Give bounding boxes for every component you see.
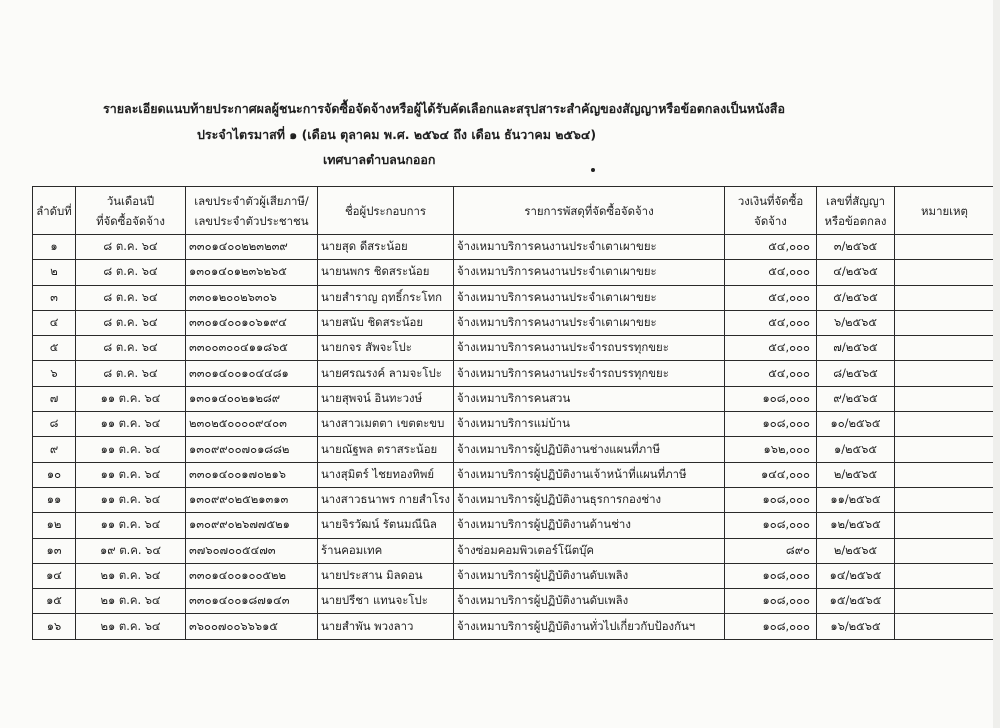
- cell-col-item: จ้างเหมาบริการผู้ปฏิบัติงานด้านช่าง: [454, 513, 725, 538]
- cell-col-item: จ้างเหมาบริการผู้ปฏิบัติงานทั่วไปเกี่ยวกับป้องกันฯ: [454, 614, 725, 639]
- cell-col-item: จ้างเหมาบริการคนงานประจำเตาเผาขยะ: [454, 235, 725, 260]
- cell-col-taxid: ๓๓๐๐๓๐๐๔๑๑๘๖๕: [186, 336, 318, 361]
- header-label: ชื่อผู้ประกอบการ: [344, 203, 427, 218]
- table-row: [33, 412, 995, 437]
- cell-col-date: ๘ ต.ค. ๖๔: [76, 285, 186, 310]
- cell-col-index: ๑: [33, 235, 76, 260]
- cell-col-taxid: ๓๓๐๑๔๐๐๑๘๗๑๔๓: [186, 589, 318, 614]
- cell-col-taxid: ๓๓๐๑๔๐๐๑๐๔๔๘๑: [186, 361, 318, 386]
- cell-col-amount: ๑๖๒,๐๐๐: [725, 437, 817, 462]
- cell-col-contract: ๘/๒๕๖๕: [817, 361, 895, 386]
- cell-col-amount: ๕๔,๐๐๐: [725, 285, 817, 310]
- procurement-table: [32, 186, 995, 640]
- table-row: [33, 614, 995, 639]
- header-label-line2: เลขประจำตัวประชาชน: [194, 213, 309, 228]
- table-row: [33, 487, 995, 512]
- cell-col-index: ๑๕: [33, 589, 76, 614]
- table-row: [33, 336, 995, 361]
- header-col-index: [33, 187, 76, 235]
- cell-col-remark: [895, 412, 995, 437]
- cell-col-vendor: นายสำราญ ฤทธิ์กระโทก: [318, 285, 454, 310]
- cell-col-amount: ๑๐๘,๐๐๐: [725, 513, 817, 538]
- cell-col-amount: ๑๐๘,๐๐๐: [725, 563, 817, 588]
- cell-col-vendor: นายสำพัน พวงลาว: [318, 614, 454, 639]
- document-title: รายละเอียดแนบท้ายประกาศผลผู้ชนะการจัดซื้อจัดจ้างหรือผู้ได้รับคัดเลือกและสรุปสาระสำคัญของสัญญาหรือข้อตกลงเป็นหนังสือ: [103, 101, 785, 116]
- cell-col-item: จ้างเหมาบริการผู้ปฏิบัติงานเจ้าหน้าที่แผนที่ภาษี: [454, 462, 725, 487]
- cell-col-remark: [895, 260, 995, 285]
- cell-col-amount: ๑๐๘,๐๐๐: [725, 386, 817, 411]
- cell-col-taxid: ๓๓๐๑๒๐๐๒๖๓๐๖: [186, 285, 318, 310]
- stray-dot: [591, 168, 595, 172]
- cell-col-date: ๒๑ ต.ค. ๖๔: [76, 589, 186, 614]
- cell-col-taxid: ๓๓๐๑๔๐๐๑๐๐๕๒๒: [186, 563, 318, 588]
- cell-col-contract: ๑๐/๒๕๖๕: [817, 412, 895, 437]
- document-period: ประจำไตรมาสที่ ๑ (เดือน ตุลาคม พ.ศ. ๒๕๖๔ ถึง เดือน ธันวาคม ๒๕๖๔): [197, 127, 597, 142]
- cell-col-amount: ๕๔,๐๐๐: [725, 235, 817, 260]
- header-col-item: [454, 187, 725, 235]
- cell-col-vendor: นายกจร สัพจะโปะ: [318, 336, 454, 361]
- header-label: หมายเหตุ: [921, 203, 968, 218]
- cell-col-taxid: ๓๓๐๑๔๐๐๒๒๓๒๓๙: [186, 235, 318, 260]
- cell-col-contract: ๑/๒๕๖๕: [817, 437, 895, 462]
- cell-col-remark: [895, 336, 995, 361]
- cell-col-item: จ้างเหมาบริการผู้ปฏิบัติงานช่างแผนที่ภาษี: [454, 437, 725, 462]
- cell-col-index: ๕: [33, 336, 76, 361]
- cell-col-contract: ๑๕/๒๕๖๕: [817, 589, 895, 614]
- header-label: เลขประจำตัวผู้เสียภาษี/: [194, 193, 309, 208]
- cell-col-date: ๘ ต.ค. ๖๔: [76, 336, 186, 361]
- cell-col-date: ๑๑ ต.ค. ๖๔: [76, 386, 186, 411]
- cell-col-item: จ้างเหมาบริการคนงานประจำเตาเผาขยะ: [454, 260, 725, 285]
- cell-col-index: ๑๑: [33, 487, 76, 512]
- cell-col-contract: ๓/๒๕๖๕: [817, 235, 895, 260]
- header-col-vendor: [318, 187, 454, 235]
- cell-col-index: ๒: [33, 260, 76, 285]
- table-row: [33, 513, 995, 538]
- table-row: [33, 538, 995, 563]
- cell-col-taxid: ๒๓๐๒๕๐๐๐๐๙๔๐๓: [186, 412, 318, 437]
- cell-col-remark: [895, 386, 995, 411]
- table-row: [33, 563, 995, 588]
- table-row: [33, 462, 995, 487]
- cell-col-index: ๓: [33, 285, 76, 310]
- cell-col-date: ๑๑ ต.ค. ๖๔: [76, 487, 186, 512]
- cell-col-date: ๘ ต.ค. ๖๔: [76, 310, 186, 335]
- cell-col-contract: ๑๑/๒๕๖๕: [817, 487, 895, 512]
- cell-col-vendor: นายสนับ ชิดสระน้อย: [318, 310, 454, 335]
- header-label-line2: หรือข้อตกลง: [824, 213, 887, 228]
- cell-col-amount: ๕๔,๐๐๐: [725, 260, 817, 285]
- cell-col-item: จ้างเหมาบริการคนงานประจำรถบรรทุกขยะ: [454, 336, 725, 361]
- cell-col-amount: ๘๙๐: [725, 538, 817, 563]
- table-row: [33, 589, 995, 614]
- cell-col-remark: [895, 614, 995, 639]
- cell-col-index: ๙: [33, 437, 76, 462]
- header-label: เลขที่สัญญา: [826, 193, 885, 208]
- cell-col-amount: ๕๔,๐๐๐: [725, 361, 817, 386]
- cell-col-contract: ๑๒/๒๕๖๕: [817, 513, 895, 538]
- cell-col-contract: ๙/๒๕๖๕: [817, 386, 895, 411]
- cell-col-taxid: ๑๓๐๙๙๐๒๖๗๗๕๒๑: [186, 513, 318, 538]
- cell-col-contract: ๕/๒๕๖๕: [817, 285, 895, 310]
- cell-col-date: ๘ ต.ค. ๖๔: [76, 260, 186, 285]
- cell-col-date: ๘ ต.ค. ๖๔: [76, 235, 186, 260]
- cell-col-taxid: ๑๓๐๙๙๐๐๗๐๑๘๘๒: [186, 437, 318, 462]
- header-label: ลำดับที่: [36, 203, 72, 218]
- cell-col-contract: ๗/๒๕๖๕: [817, 336, 895, 361]
- table-row: [33, 361, 995, 386]
- table-row: [33, 260, 995, 285]
- cell-col-index: ๑๖: [33, 614, 76, 639]
- cell-col-contract: ๑๔/๒๕๖๕: [817, 563, 895, 588]
- cell-col-item: จ้างเหมาบริการผู้ปฏิบัติงานดับเพลิง: [454, 563, 725, 588]
- header-label-line2: ที่จัดซื้อจัดจ้าง: [96, 213, 165, 228]
- table-header: [33, 187, 995, 235]
- cell-col-remark: [895, 563, 995, 588]
- header-col-amount: [725, 187, 817, 235]
- header-col-contract: [817, 187, 895, 235]
- cell-col-vendor: นางสาวเมตตา เขตตะขบ: [318, 412, 454, 437]
- cell-col-item: จ้างเหมาบริการคนงานประจำเตาเผาขยะ: [454, 310, 725, 335]
- cell-col-date: ๑๑ ต.ค. ๖๔: [76, 437, 186, 462]
- cell-col-taxid: ๓๗๖๐๗๐๐๕๔๗๓: [186, 538, 318, 563]
- cell-col-index: ๑๔: [33, 563, 76, 588]
- cell-col-amount: ๑๐๘,๐๐๐: [725, 487, 817, 512]
- cell-col-vendor: นายจิรวัฒน์ รัตนมณีนิล: [318, 513, 454, 538]
- cell-col-index: ๗: [33, 386, 76, 411]
- cell-col-date: ๒๑ ต.ค. ๖๔: [76, 614, 186, 639]
- cell-col-taxid: ๑๓๐๑๔๐๑๒๓๖๒๖๕: [186, 260, 318, 285]
- page-edge: [993, 0, 1000, 728]
- cell-col-item: จ้างเหมาบริการผู้ปฏิบัติงานดับเพลิง: [454, 589, 725, 614]
- cell-col-amount: ๑๐๘,๐๐๐: [725, 614, 817, 639]
- cell-col-item: จ้างซ่อมคอมพิวเตอร์โน๊ตบุ๊ค: [454, 538, 725, 563]
- cell-col-taxid: ๓๓๐๑๔๐๐๑๗๐๒๑๖: [186, 462, 318, 487]
- cell-col-vendor: นายณัฐพล ตราสระน้อย: [318, 437, 454, 462]
- cell-col-index: ๔: [33, 310, 76, 335]
- cell-col-item: จ้างเหมาบริการคนสวน: [454, 386, 725, 411]
- header-label-line2: จัดจ้าง: [754, 213, 787, 228]
- cell-col-contract: ๒/๒๕๖๕: [817, 462, 895, 487]
- cell-col-remark: [895, 437, 995, 462]
- cell-col-amount: ๕๔,๐๐๐: [725, 310, 817, 335]
- cell-col-taxid: ๓๖๐๐๗๐๐๖๖๖๑๕: [186, 614, 318, 639]
- cell-col-index: ๖: [33, 361, 76, 386]
- cell-col-vendor: นายประสาน มิลดอน: [318, 563, 454, 588]
- cell-col-amount: ๕๔,๐๐๐: [725, 336, 817, 361]
- cell-col-taxid: ๑๓๐๙๙๐๒๕๒๑๓๑๓: [186, 487, 318, 512]
- cell-col-contract: ๔/๒๕๖๕: [817, 260, 895, 285]
- cell-col-remark: [895, 589, 995, 614]
- table-row: [33, 437, 995, 462]
- cell-col-remark: [895, 310, 995, 335]
- header-label: วงเงินที่จัดซื้อ: [737, 193, 804, 208]
- cell-col-index: ๑๓: [33, 538, 76, 563]
- organization-name: เทศบาลตำบลนกออก: [323, 152, 436, 167]
- cell-col-item: จ้างเหมาบริการคนงานประจำเตาเผาขยะ: [454, 285, 725, 310]
- cell-col-index: ๑๒: [33, 513, 76, 538]
- cell-col-amount: ๑๐๘,๐๐๐: [725, 412, 817, 437]
- cell-col-remark: [895, 361, 995, 386]
- cell-col-contract: ๒/๒๕๖๕: [817, 538, 895, 563]
- cell-col-taxid: ๓๓๐๑๔๐๐๑๐๖๑๙๔: [186, 310, 318, 335]
- cell-col-remark: [895, 538, 995, 563]
- header-label: รายการพัสดุที่จัดซื้อจัดจ้าง: [524, 203, 654, 218]
- cell-col-vendor: ร้านคอมเทค: [318, 538, 454, 563]
- table-row: [33, 285, 995, 310]
- table-row: [33, 310, 995, 335]
- cell-col-vendor: นายสุพจน์ อินทะวงษ์: [318, 386, 454, 411]
- cell-col-vendor: นายศรณรงค์ ลามจะโปะ: [318, 361, 454, 386]
- cell-col-item: จ้างเหมาบริการผู้ปฏิบัติงานธุรการกองช่าง: [454, 487, 725, 512]
- cell-col-remark: [895, 462, 995, 487]
- table-row: [33, 235, 995, 260]
- cell-col-vendor: นางสาวธนาพร กายสำโรง: [318, 487, 454, 512]
- cell-col-remark: [895, 513, 995, 538]
- table-body: [33, 235, 995, 640]
- cell-col-remark: [895, 235, 995, 260]
- cell-col-vendor: นางสุมิตร์ ไชยทองทิพย์: [318, 462, 454, 487]
- cell-col-amount: ๑๐๘,๐๐๐: [725, 589, 817, 614]
- cell-col-date: ๘ ต.ค. ๖๔: [76, 361, 186, 386]
- cell-col-date: ๑๑ ต.ค. ๖๔: [76, 412, 186, 437]
- cell-col-date: ๑๑ ต.ค. ๖๔: [76, 513, 186, 538]
- cell-col-contract: ๑๖/๒๕๖๕: [817, 614, 895, 639]
- cell-col-vendor: นายปรีชา แทนจะโปะ: [318, 589, 454, 614]
- cell-col-date: ๑๑ ต.ค. ๖๔: [76, 462, 186, 487]
- header-col-taxid: [186, 187, 318, 235]
- cell-col-taxid: ๑๓๐๑๔๐๐๒๑๒๘๙: [186, 386, 318, 411]
- cell-col-contract: ๖/๒๕๖๕: [817, 310, 895, 335]
- cell-col-remark: [895, 487, 995, 512]
- cell-col-remark: [895, 285, 995, 310]
- cell-col-index: ๑๐: [33, 462, 76, 487]
- header-col-remark: [895, 187, 995, 235]
- cell-col-amount: ๑๔๔,๐๐๐: [725, 462, 817, 487]
- header-label: วันเดือนปี: [106, 193, 155, 208]
- cell-col-item: จ้างเหมาบริการคนงานประจำรถบรรทุกขยะ: [454, 361, 725, 386]
- cell-col-date: ๑๙ ต.ค. ๖๔: [76, 538, 186, 563]
- table-row: [33, 386, 995, 411]
- cell-col-vendor: นายสุด ดีสระน้อย: [318, 235, 454, 260]
- cell-col-index: ๘: [33, 412, 76, 437]
- header-col-date: [76, 187, 186, 235]
- cell-col-date: ๒๑ ต.ค. ๖๔: [76, 563, 186, 588]
- cell-col-item: จ้างเหมาบริการแม่บ้าน: [454, 412, 725, 437]
- cell-col-vendor: นายนพกร ชิดสระน้อย: [318, 260, 454, 285]
